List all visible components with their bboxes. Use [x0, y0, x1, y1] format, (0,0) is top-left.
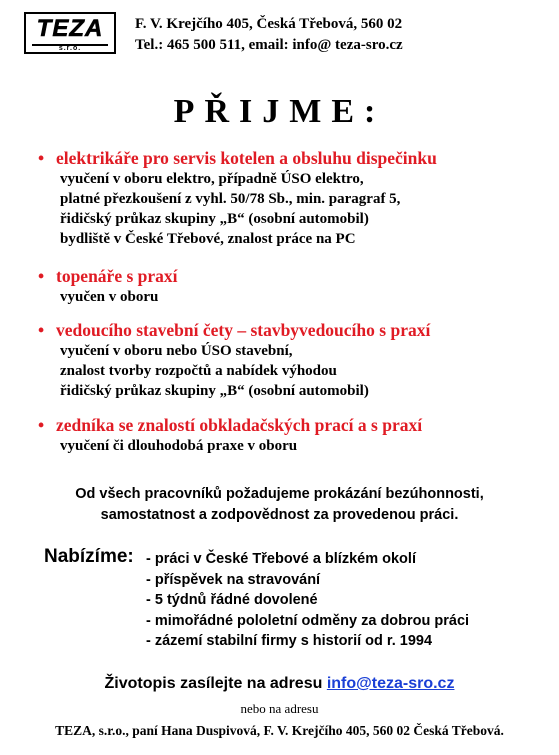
- job-position-plumber: [38, 265, 178, 307]
- offer-item: - příspěvek na stravování: [146, 571, 321, 588]
- job-title: • elektrikáře pro servis kotelen a obsluhu dispečinku: [38, 148, 437, 168]
- offer-item: - mimořádné pololetní odměny za dobrou práci: [146, 612, 470, 629]
- bullet-icon: •: [38, 320, 45, 340]
- company-header: [135, 14, 403, 56]
- job-title: • vedoucího stavební čety – stavbyvedoucího s praxí: [38, 320, 431, 340]
- cv-instructions: [0, 673, 559, 695]
- job-detail: bydliště v České Třebové, znalost práce na PC: [60, 231, 356, 247]
- job-position-foreman: [38, 319, 430, 401]
- job-detail: vyučen v oboru: [60, 289, 159, 305]
- logo-wordmark: TEZA: [36, 15, 104, 42]
- job-position-electrician: [38, 147, 437, 249]
- company-logo: [24, 12, 116, 54]
- offer-item: - 5 týdnů řádné dovolené: [146, 592, 318, 608]
- job-detail: řidičský průkaz skupiny „B“ (osobní automobil): [60, 211, 369, 227]
- offer-label: Nabízíme:: [44, 546, 134, 567]
- bullet-icon: •: [38, 148, 45, 168]
- cv-text: Životopis zasílejte na adresu: [104, 675, 327, 692]
- company-contact: Tel.: 465 500 511, email: info@ teza-sro.cz: [135, 37, 403, 53]
- logo-subtitle: s.r.o.: [58, 45, 82, 52]
- bullet-icon: •: [38, 266, 45, 286]
- job-title: • zedníka se znalostí obkladačských prací a s praxí: [38, 415, 423, 435]
- job-title: • topenáře s praxí: [38, 266, 178, 286]
- job-position-bricklayer: [38, 414, 422, 456]
- job-detail: vyučení či dlouhodobá praxe v oboru: [60, 438, 298, 454]
- or-address-text: nebo na adresu: [240, 701, 319, 716]
- job-detail: vyučení v oboru elektro, případně ÚSO elektro,: [60, 171, 364, 187]
- job-detail: vyučení v oboru nebo ÚSO stavební,: [60, 343, 293, 359]
- requirements-note: Od všech pracovníků požadujeme prokázání bezúhonnosti, samostatnost a zodpovědnost za provedenou práci.: [75, 486, 484, 523]
- job-detail: řidičský průkaz skupiny „B“ (osobní automobil): [60, 383, 369, 399]
- email-link[interactable]: info@teza-sro.cz: [326, 675, 455, 692]
- offer-list: [146, 549, 469, 652]
- job-detail: znalost tvorby rozpočtů a nabídek výhodou: [60, 363, 337, 379]
- page-title: PŘIJME:: [173, 93, 386, 130]
- company-address: F. V. Krejčího 405, Česká Třebová, 560 02: [135, 16, 403, 32]
- offer-item: - zázemí stabilní firmy s historií od r. 1994: [146, 633, 433, 649]
- job-detail: platné přezkoušení z vyhl. 50/78 Sb., min. paragraf 5,: [60, 191, 401, 207]
- postal-address: TEZA, s.r.o., paní Hana Duspivová, F. V. Krejčího 405, 560 02 Česká Třebová.: [55, 723, 504, 738]
- offer-item: - práci v České Třebové a blízkém okolí: [146, 551, 416, 567]
- bullet-icon: •: [38, 415, 45, 435]
